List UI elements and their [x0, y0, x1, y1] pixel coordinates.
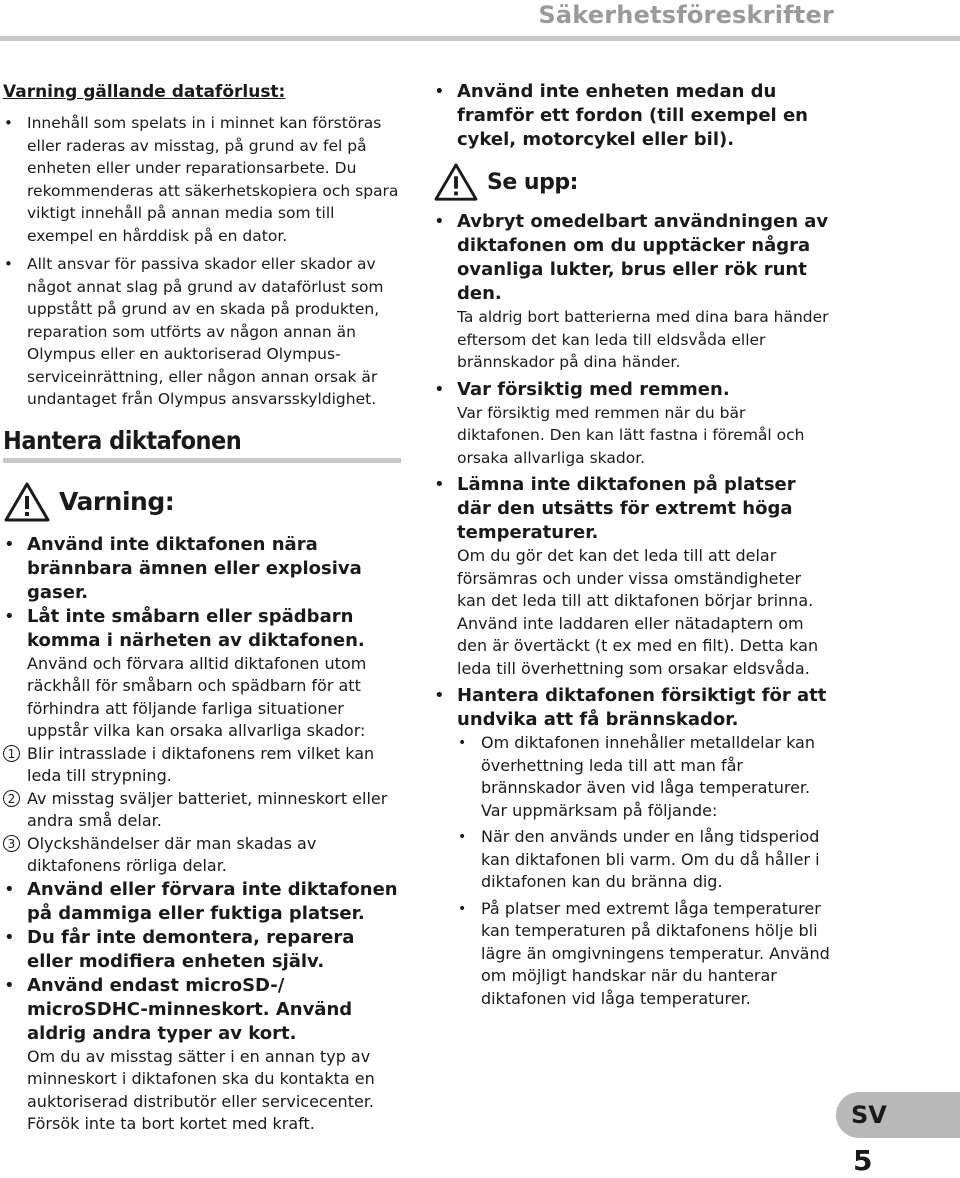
list-item — [433, 80, 833, 152]
item-title: • Använd inte diktafonen nära brännbara ämnen eller explosiva gaser. — [27, 533, 362, 603]
warning-triangle-icon — [3, 481, 51, 523]
numbered-text: Av misstag sväljer batteriet, minneskort eller andra små delar. — [27, 788, 388, 830]
numbered-item — [3, 788, 401, 833]
item-body: Var försiktig med remmen när du bär diktafonen. Den kan lätt fastna i föremål och orsaka allvarliga skador. — [457, 403, 805, 467]
page-header-title: Säkerhetsföreskrifter — [538, 1, 834, 29]
warning-header — [3, 481, 401, 523]
number-circle: 2 — [3, 790, 20, 807]
list-item — [3, 878, 401, 926]
list-item — [3, 974, 401, 1136]
page-number: 5 — [853, 1144, 873, 1177]
item-title: • Lämna inte diktafonen på platser där den utsätts för extremt höga temperaturer. — [457, 474, 796, 543]
sub-list-item: • På platser med extremt låga temperaturer kan temperaturen på diktafonens hölje bli lägre än omgivningens temperatur. Använd om möjligt handskar när du hanterar diktafonen vid låga temperaturer. — [457, 898, 833, 1011]
list-item: • Allt ansvar för passiva skador eller skador av något annat slag på grund av dataförlust som uppstått på grund av en skada på produkten, reparation som utförts av någon annan än Olympus eller en auktoriserad Olympus-serviceinrättning, eller någon annan orsak är undantaget från Olympus ansvarsskyldighet. — [3, 253, 401, 411]
item-title: • Använd endast microSD-/ microSDHC-minneskort. Använd aldrig andra typer av kort. — [27, 974, 353, 1044]
sub-list-item: • När den används under en lång tidsperiod kan diktafonen bli varm. Om du då håller i diktafonen kan du bränna dig. — [457, 826, 833, 894]
list-item — [3, 926, 401, 974]
language-tab — [836, 1092, 960, 1138]
heading-rule — [3, 458, 401, 463]
numbered-item — [3, 833, 401, 878]
numbered-item — [3, 743, 401, 788]
list-item — [3, 605, 401, 878]
caution-header — [433, 162, 833, 202]
list-item — [433, 378, 833, 470]
list-item: • Innehåll som spelats in i minnet kan förstöras eller raderas av misstag, på grund av fel på enheten eller under reparationsarbete. Du rekommenderas att säkerhetskopiera och spara viktigt innehåll på annan media som till exempel en hårddisk på en dator. — [3, 112, 401, 247]
number-circle: 1 — [3, 745, 20, 762]
list-item — [433, 210, 833, 374]
list-item — [433, 473, 833, 680]
data-loss-heading: Varning gällande dataförlust: — [3, 82, 286, 102]
sub-list-item: • Om diktafonen innehåller metalldelar kan överhettning leda till att man får brännskador även vid låga temperaturer. Var uppmärksam på följande: — [457, 732, 833, 822]
item-title: • Låt inte småbarn eller spädbarn komma i närheten av diktafonen. — [27, 605, 365, 651]
numbered-text: Olyckshändelser där man skadas av diktafonens rörliga delar. — [27, 833, 317, 875]
header-rule — [0, 36, 960, 41]
language-code: SV — [851, 1101, 887, 1129]
caution-label: Se upp: — [487, 169, 578, 195]
numbered-text: Blir intrasslade i diktafonens rem vilket kan leda till strypning. — [27, 743, 375, 785]
list-item — [433, 684, 833, 1010]
warning-label: Varning: — [59, 487, 175, 516]
right-column — [433, 80, 833, 1010]
item-title: • Var försiktig med remmen. — [457, 378, 730, 400]
handling-heading: Hantera diktafonen — [3, 425, 242, 455]
data-loss-list — [3, 112, 401, 411]
item-body: Om du av misstag sätter i en annan typ av minneskort i diktafonen ska du kontakta en auktoriserad distributör eller servicecenter. Försök inte ta bort kortet med kraft. — [27, 1046, 375, 1133]
item-title: • Använd eller förvara inte diktafonen på dammiga eller fuktiga platser. — [27, 878, 398, 924]
warning-triangle-icon — [433, 162, 479, 202]
sub-list — [457, 732, 833, 1010]
item-title: • Du får inte demontera, reparera eller modifiera enheten själv. — [27, 926, 355, 972]
caution-list — [433, 210, 833, 1010]
item-body: Använd och förvara alltid diktafonen utom räckhåll för småbarn och spädbarn för att förhindra att följande farliga situationer uppstår vilka kan orsaka allvarliga skador: — [27, 653, 367, 740]
hazard-list — [3, 743, 401, 878]
item-body: Om du gör det kan det leda till att delar försämras och under vissa omständigheter kan det leda till att diktafonen börjar brinna. Använd inte laddaren eller nätadaptern om den är övertäckt (t ex med en filt). Detta kan leda till överhettning som orsakar eldsvåda. — [457, 546, 819, 678]
item-title: • Hantera diktafonen försiktigt för att undvika att få brännskador. — [457, 685, 827, 730]
item-title: • Avbryt omedelbart användningen av diktafonen om du upptäcker några ovanliga lukter, brus eller rök runt den. — [457, 211, 829, 304]
top-list — [433, 80, 833, 152]
left-column — [3, 80, 401, 1136]
number-circle: 3 — [3, 835, 20, 852]
item-title: • Använd inte enheten medan du framför ett fordon (till exempel en cykel, motorcykel eller bil). — [457, 81, 808, 150]
list-item — [3, 533, 401, 605]
item-body: Ta aldrig bort batterierna med dina bara händer eftersom det kan leda till eldsvåda eller brännskador på dina händer. — [457, 308, 829, 371]
warning-list — [3, 533, 401, 1136]
